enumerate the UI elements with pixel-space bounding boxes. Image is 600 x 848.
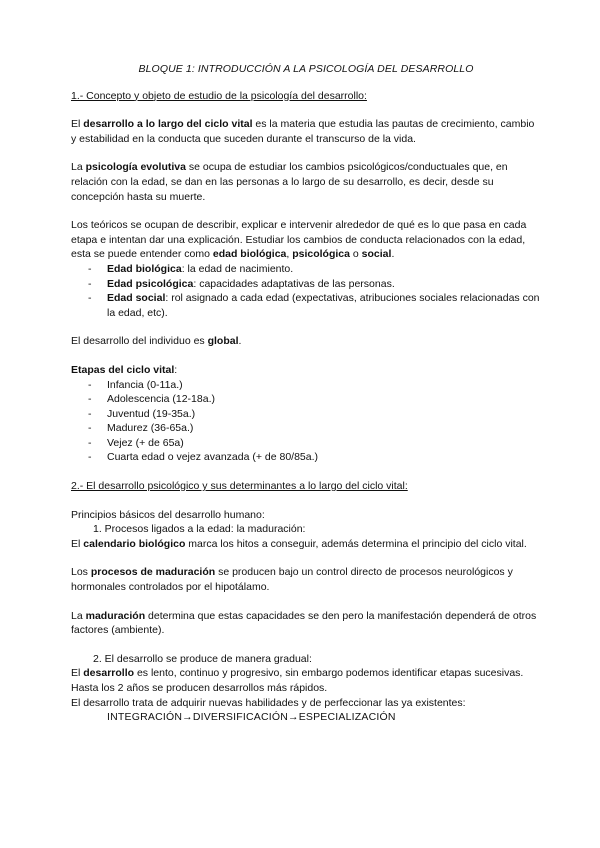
text: Los teóricos se ocupan de describir, explicar e intervenir alrededor de qué es lo que pasa en cada etapa e intentan dar una explicación. Estudiar los cambios de conducta relacionados con la edad, esta se puede entender como: [71, 219, 527, 261]
text: determina que estas capacidades se den pero la manifestación dependerá de otros factores (ambiente).: [71, 609, 537, 637]
list-item: - Madurez (36-65a.): [71, 421, 541, 436]
text: se ocupa de estudiar los cambios psicológicos/conductuales que, en relación con la edad, se dan en las personas a lo largo de su desarrollo, es decir, desde su concepción hasta su muerte.: [71, 161, 508, 203]
text: El: [71, 667, 84, 680]
bold-term: psicología evolutiva: [85, 161, 186, 174]
paragraph-global: [71, 334, 541, 349]
text: Los: [71, 566, 91, 579]
bold-term: procesos de maduración: [90, 566, 216, 579]
paragraph-habilidades: El desarrollo trata de adquirir nuevas habilidades y de perfeccionar las ya existentes:: [71, 696, 466, 709]
list-item: - Cuarta edad o vejez avanzada (+ de 80/85a.): [71, 450, 541, 465]
bold-term: maduración: [85, 609, 146, 622]
paragraph-procesos: [71, 565, 541, 594]
text: El: [71, 537, 84, 550]
section2-heading: 2.- El desarrollo psicológico y sus determinantes a lo largo del ciclo vital:: [71, 480, 408, 493]
paragraph-desarrollo: [71, 117, 541, 146]
paragraph-gradual: [71, 666, 541, 695]
text: .: [238, 335, 242, 348]
paragraph-teoricos: [71, 218, 541, 262]
bold-term: psicológica: [292, 248, 350, 261]
text: o: [349, 248, 362, 261]
numbered-item-1: 1. Procesos ligados a la edad: la maduración:: [93, 523, 306, 536]
flow-sequence: INTEGRACIÓN→DIVERSIFICACIÓN→ESPECIALIZACIÓN: [107, 711, 396, 724]
list-item: [71, 291, 541, 320]
bold-term: edad biológica: [212, 248, 287, 261]
text: marca los hitos a conseguir, además determina el principio del ciclo vital.: [185, 537, 527, 550]
paragraph-maduracion: [71, 609, 541, 638]
bold-term: social: [361, 248, 392, 261]
text: ,: [286, 248, 293, 261]
text: : la edad de nacimiento.: [181, 262, 294, 275]
bold-term: calendario biológico: [83, 537, 186, 550]
list-item: - Adolescencia (12-18a.): [71, 392, 541, 407]
text: :: [174, 363, 178, 376]
text: es lento, continuo y progresivo, sin embargo podemos identificar etapas sucesivas. Hasta los 2 años se producen desarrollos más rápidos.: [71, 667, 524, 694]
bold-term: desarrollo: [83, 667, 135, 680]
document-page: [71, 62, 541, 725]
etapas-label: [71, 363, 541, 378]
text: : rol asignado a cada edad (expectativas, atribuciones sociales relacionadas con la edad, etc).: [107, 292, 540, 319]
document-title: BLOQUE 1: INTRODUCCIÓN A LA PSICOLOGÍA DEL DESARROLLO: [138, 63, 474, 75]
text: El desarrollo del individuo es: [71, 335, 208, 348]
etapas-list: [71, 378, 541, 466]
bold-term: Edad social: [107, 292, 166, 305]
paragraph-calendario: [71, 537, 541, 552]
bold-term: Etapas del ciclo vital: [71, 363, 175, 376]
bold-term: Edad psicológica: [107, 277, 194, 290]
text: .: [391, 248, 395, 261]
text: : capacidades adaptativas de las personas.: [193, 277, 395, 290]
section1-heading: 1.- Concepto y objeto de estudio de la psicología del desarrollo:: [71, 89, 367, 102]
text: El: [71, 118, 84, 131]
paragraph-psicologia-evolutiva: [71, 160, 541, 204]
text: es la materia que estudia las pautas de crecimiento, cambio y estabilidad en la conducta que suceden durante el transcurso de la vida.: [71, 118, 535, 145]
list-item: [71, 262, 541, 277]
list-item: [71, 277, 541, 292]
list-item: - Juventud (19-35a.): [71, 407, 541, 422]
text: se producen bajo un control directo de procesos neurológicos y hormonales controlados por el hipotálamo.: [71, 566, 513, 594]
bold-term: desarrollo a lo largo del ciclo vital: [83, 118, 253, 131]
principios-label: Principios básicos del desarrollo humano:: [71, 508, 265, 521]
edades-list: [71, 262, 541, 320]
list-item: - Infancia (0-11a.): [71, 378, 541, 393]
bold-term: global: [207, 335, 239, 348]
numbered-item-2: 2. El desarrollo se produce de manera gradual:: [93, 652, 312, 665]
bold-term: Edad biológica: [107, 262, 182, 275]
text: La: [71, 609, 86, 622]
text: La: [71, 161, 86, 174]
list-item: - Vejez (+ de 65a): [71, 436, 541, 451]
